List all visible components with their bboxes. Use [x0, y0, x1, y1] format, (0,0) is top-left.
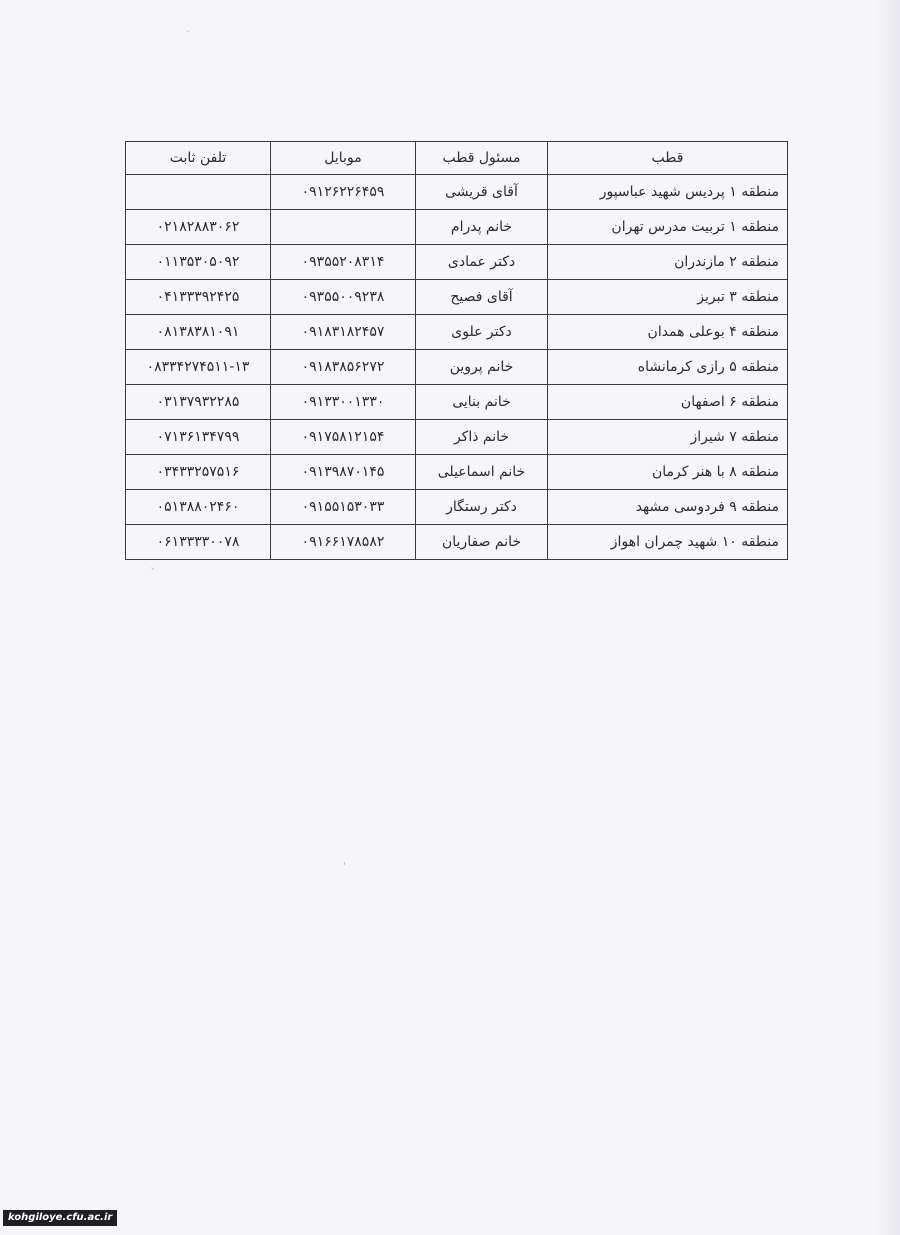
region-cell: منطقه ۴ بوعلی همدان	[548, 315, 788, 350]
mobile-cell: ۰۹۱۸۳۸۵۶۲۷۲	[271, 350, 416, 385]
contacts-table	[125, 141, 788, 560]
phone-cell: ۰۵۱۳۸۸۰۲۴۶۰	[126, 490, 271, 525]
phone-cell: ۰۸۳۳۴۲۷۴۵۱۱-۱۳	[126, 350, 271, 385]
table-row	[126, 280, 788, 315]
table-row	[126, 245, 788, 280]
region-cell: منطقه ۳ تبریز	[548, 280, 788, 315]
person-cell: خانم صفاریان	[416, 525, 548, 560]
mobile-cell: ۰۹۳۵۵۲۰۸۳۱۴	[271, 245, 416, 280]
region-cell: منطقه ۵ رازی کرمانشاه	[548, 350, 788, 385]
mobile-cell: ۰۹۱۳۳۰۰۱۳۳۰	[271, 385, 416, 420]
mobile-cell: ۰۹۱۳۹۸۷۰۱۴۵	[271, 455, 416, 490]
mobile-cell	[271, 210, 416, 245]
header-region: قطب	[548, 142, 788, 175]
site-watermark: kohgiloye.cfu.ac.ir	[3, 1210, 117, 1226]
mobile-cell: ۰۹۱۶۶۱۷۸۵۸۲	[271, 525, 416, 560]
region-cell: منطقه ۹ فردوسی مشهد	[548, 490, 788, 525]
phone-cell: ۰۶۱۳۳۳۳۰۰۷۸	[126, 525, 271, 560]
mobile-cell: ۰۹۱۲۶۲۲۶۴۵۹	[271, 175, 416, 210]
table-row	[126, 350, 788, 385]
region-cell: منطقه ۲ مازندران	[548, 245, 788, 280]
region-cell: منطقه ۱ تربیت مدرس تهران	[548, 210, 788, 245]
table-row	[126, 315, 788, 350]
table-row	[126, 385, 788, 420]
person-cell: دکتر علوی	[416, 315, 548, 350]
table-row	[126, 525, 788, 560]
person-cell: خانم پدرام	[416, 210, 548, 245]
scan-speck: -	[186, 24, 190, 37]
person-cell: خانم بنایی	[416, 385, 548, 420]
phone-cell: ۰۳۴۳۳۲۵۷۵۱۶	[126, 455, 271, 490]
mobile-cell: ۰۹۱۷۵۸۱۲۱۵۴	[271, 420, 416, 455]
table-row	[126, 420, 788, 455]
region-cell: منطقه ۷ شیراز	[548, 420, 788, 455]
phone-cell: ۰۲۱۸۲۸۸۳۰۶۲	[126, 210, 271, 245]
phone-cell: ۰۳۱۳۷۹۳۲۲۸۵	[126, 385, 271, 420]
person-cell: دکتر رستگار	[416, 490, 548, 525]
mobile-cell: ۰۹۱۵۵۱۵۳۰۳۳	[271, 490, 416, 525]
person-cell: خانم ذاکر	[416, 420, 548, 455]
region-cell: منطقه ۱۰ شهید چمران اهواز	[548, 525, 788, 560]
person-cell: خانم پروین	[416, 350, 548, 385]
mobile-cell: ۰۹۳۵۵۰۰۹۲۳۸	[271, 280, 416, 315]
region-cell: منطقه ۱ پردیس شهید عباسپور	[548, 175, 788, 210]
header-mobile: موبایل	[271, 142, 416, 175]
region-cell: منطقه ۸ با هنر کرمان	[548, 455, 788, 490]
scan-speck: ˇ	[150, 566, 156, 579]
person-cell: آقای فصیح	[416, 280, 548, 315]
table-row	[126, 210, 788, 245]
mobile-cell: ۰۹۱۸۳۱۸۲۴۵۷	[271, 315, 416, 350]
phone-cell: ۰۷۱۳۶۱۳۴۷۹۹	[126, 420, 271, 455]
table-header-row	[126, 142, 788, 175]
person-cell: دکتر عمادی	[416, 245, 548, 280]
table-row	[126, 175, 788, 210]
header-phone: تلفن ثابت	[126, 142, 271, 175]
table-row	[126, 490, 788, 525]
person-cell: خانم اسماعیلی	[416, 455, 548, 490]
page-edge-shadow	[876, 0, 900, 1235]
phone-cell: ۰۸۱۳۸۳۸۱۰۹۱	[126, 315, 271, 350]
table-row	[126, 455, 788, 490]
person-cell: آقای قریشی	[416, 175, 548, 210]
region-cell: منطقه ۶ اصفهان	[548, 385, 788, 420]
header-person: مسئول قطب	[416, 142, 548, 175]
scan-speck: '	[343, 860, 347, 873]
phone-cell: ۰۱۱۳۵۳۰۵۰۹۲	[126, 245, 271, 280]
phone-cell	[126, 175, 271, 210]
phone-cell: ۰۴۱۳۳۳۹۲۴۲۵	[126, 280, 271, 315]
